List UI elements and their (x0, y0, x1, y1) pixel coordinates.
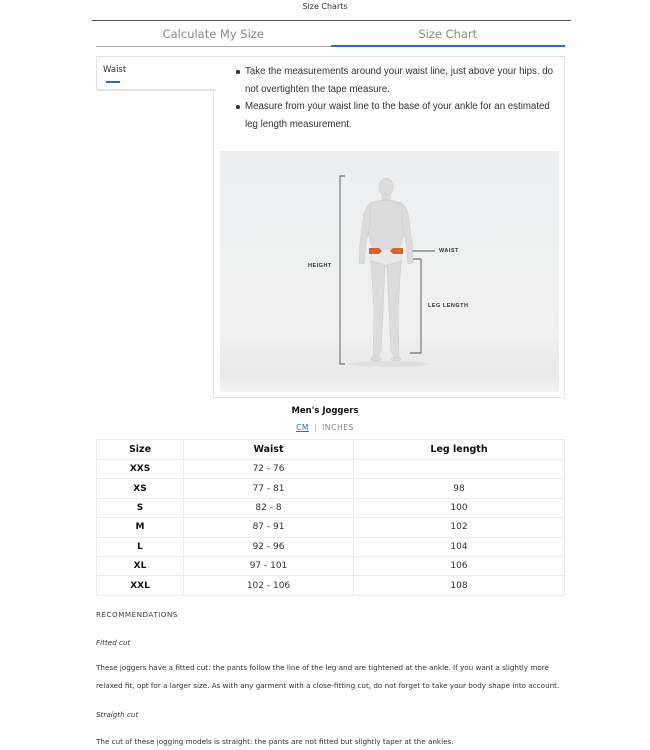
waist-cell: 97 - 101 (184, 556, 354, 575)
unit-cm-link[interactable]: CM (296, 423, 309, 432)
active-indicator (106, 81, 120, 83)
size-table (96, 439, 565, 596)
leg-length-cell: 98 (354, 479, 565, 498)
unit-separator: | (313, 423, 318, 432)
size-cell: M (97, 518, 184, 537)
size-cell: XL (97, 556, 184, 575)
column-header-waist: Waist (184, 440, 354, 460)
leg-length-cell: 100 (354, 498, 565, 517)
size-cell: L (97, 537, 184, 556)
size-cell: S (97, 498, 184, 517)
waist-cell: 102 - 106 (184, 576, 354, 595)
size-chart-title: Men's Joggers (291, 406, 359, 416)
fitted-cut-title: Fitted cut (96, 638, 131, 647)
waist-label: WAIST (439, 248, 459, 254)
instruction-item: Take the measurements around your waist line, just above your hips. do not overtighten the tape measure. (236, 63, 562, 98)
size-cell: XS (97, 479, 184, 498)
straight-cut-title: Straigth cut (96, 710, 139, 719)
size-cell: XXS (97, 460, 184, 479)
tab-calculate-my-size[interactable]: Calculate My Size (96, 27, 331, 47)
waist-cell: 77 - 81 (184, 479, 354, 498)
unit-inches-link[interactable]: INCHES (322, 423, 354, 432)
table-row (97, 479, 565, 498)
side-tab-label: Waist (103, 65, 127, 75)
side-tab-waist[interactable] (96, 56, 215, 90)
table-row (97, 556, 565, 575)
table-row (97, 460, 565, 479)
measurement-instructions (236, 63, 562, 133)
height-label: HEIGHT (308, 263, 332, 269)
leg-length-cell (354, 460, 565, 479)
table-header-row (97, 440, 565, 460)
table-row (97, 576, 565, 595)
leg-length-cell: 104 (354, 537, 565, 556)
tab-size-chart[interactable]: Size Chart (331, 27, 566, 47)
waist-cell: 87 - 91 (184, 518, 354, 537)
waist-cell: 92 - 96 (184, 537, 354, 556)
instruction-item: Measure from your waist line to the base of your ankle for an estimated leg length measurement. (236, 98, 562, 133)
measurement-figure (220, 151, 559, 392)
leg-length-cell: 106 (354, 556, 565, 575)
tab-bar (96, 27, 565, 47)
unit-toggle (0, 423, 650, 432)
column-header-leg-length: Leg length (354, 440, 565, 460)
recommendations-heading: RECOMMENDATIONS (96, 610, 178, 619)
leg-length-cell: 102 (354, 518, 565, 537)
leg-length-label: LEG LENGTH (428, 303, 469, 309)
fitted-cut-description: These joggers have a fitted cut: the pants follow the line of the leg and are tightened at the ankle. If you want a slightly more relaxed fit, opt for a larger size. As with any garment with a close-fitting cut, do not forget to take your body shape into account. (96, 663, 560, 690)
title-divider (92, 20, 571, 21)
body-figure-illustration (220, 151, 559, 392)
column-header-size: Size (97, 440, 184, 460)
table-row (97, 537, 565, 556)
table-row (97, 518, 565, 537)
leg-length-cell: 108 (354, 576, 565, 595)
measurement-panel (96, 56, 565, 398)
measurement-content (213, 56, 565, 398)
waist-cell: 82 - 8 (184, 498, 354, 517)
table-row (97, 498, 565, 517)
modal-title: Size Charts (302, 2, 348, 11)
size-cell: XXL (97, 576, 184, 595)
straight-cut-description: The cut of these jogging models is straight: the pants are not fitted but slightly taper at the ankles. (96, 737, 454, 746)
waist-cell: 72 - 76 (184, 460, 354, 479)
